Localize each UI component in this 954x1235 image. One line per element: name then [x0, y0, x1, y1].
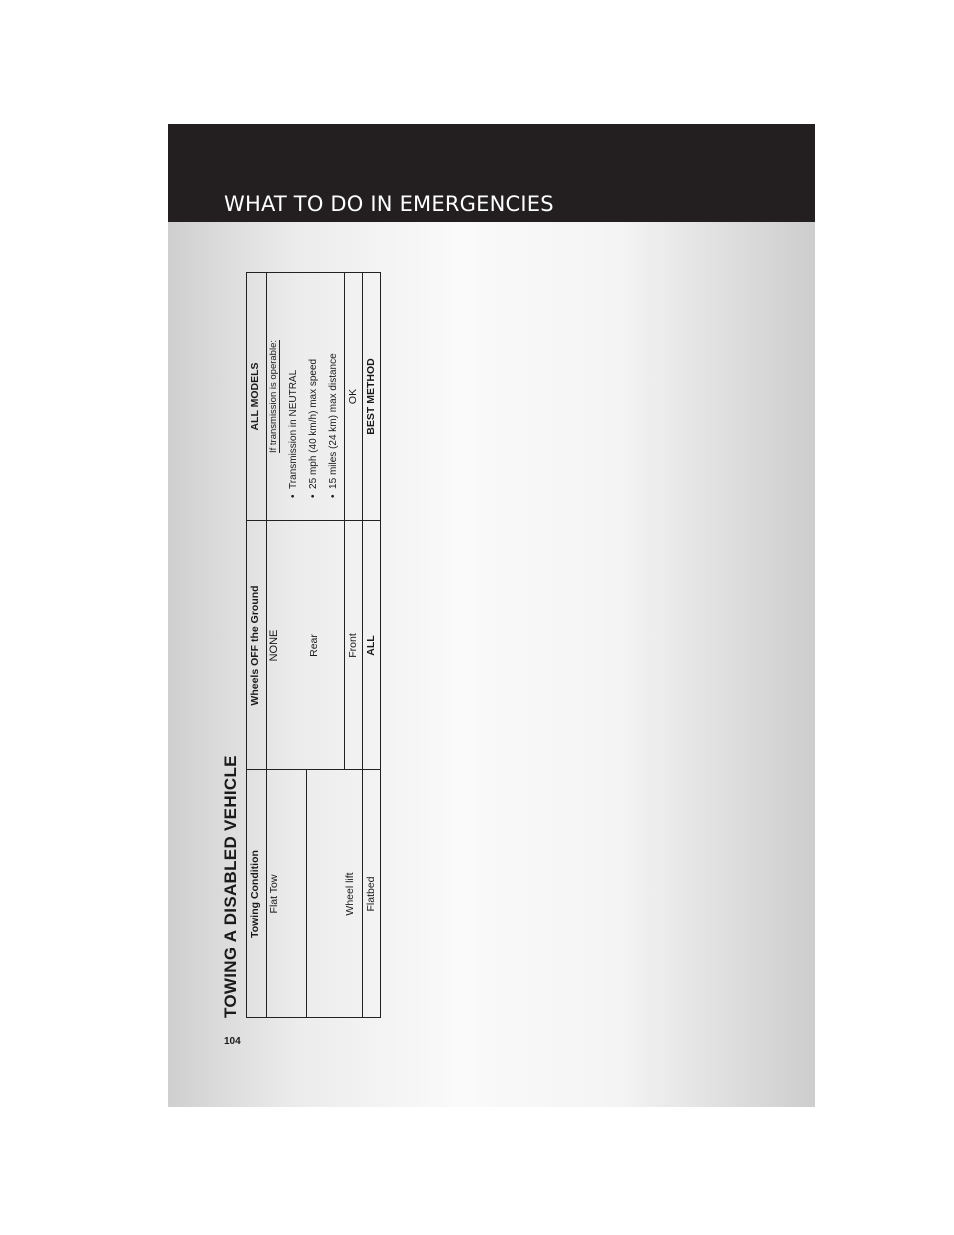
- col-header-models: ALL MODELS: [249, 362, 261, 431]
- section-title: WHAT TO DO IN EMERGENCIES: [224, 192, 554, 216]
- bullet-neutral: Transmission in NEUTRAL: [288, 369, 299, 489]
- wheel-lift-rear: Rear: [308, 634, 320, 657]
- towing-section: [220, 272, 954, 1018]
- bullet-item: • 25 mph (40 km/h) max speed: [308, 358, 319, 498]
- col-header-condition: Towing Condition: [249, 850, 261, 938]
- wheel-lift-front: Front: [347, 633, 359, 658]
- towing-heading: TOWING A DISABLED VEHICLE: [221, 755, 240, 1018]
- flat-tow-wheels: NONE: [268, 629, 280, 662]
- flatbed-wheels: ALL: [365, 635, 377, 656]
- wheel-lift-front-value: OK: [347, 388, 359, 405]
- towing-table: [246, 272, 381, 1018]
- flat-tow-intro: [268, 272, 279, 521]
- wheel-lift-condition: Wheel lift: [344, 872, 356, 916]
- flat-tow-intro-text: If transmission is operable:: [268, 340, 279, 453]
- page-number: 104: [224, 1036, 241, 1047]
- bullet-speed: 25 mph (40 km/h) max speed: [308, 358, 319, 489]
- flatbed-value: BEST METHOD: [365, 358, 377, 435]
- flat-tow-condition: Flat Tow: [268, 874, 280, 914]
- bullet-item: • 15 miles (24 km) max distance: [328, 353, 339, 498]
- col-header-wheels: Wheels OFF the Ground: [249, 585, 261, 706]
- flat-tow-bullets: [284, 278, 344, 498]
- bullet-distance: 15 miles (24 km) max distance: [328, 353, 339, 489]
- flatbed-condition: Flatbed: [365, 876, 377, 912]
- bullet-item: • Transmission in NEUTRAL: [288, 369, 299, 498]
